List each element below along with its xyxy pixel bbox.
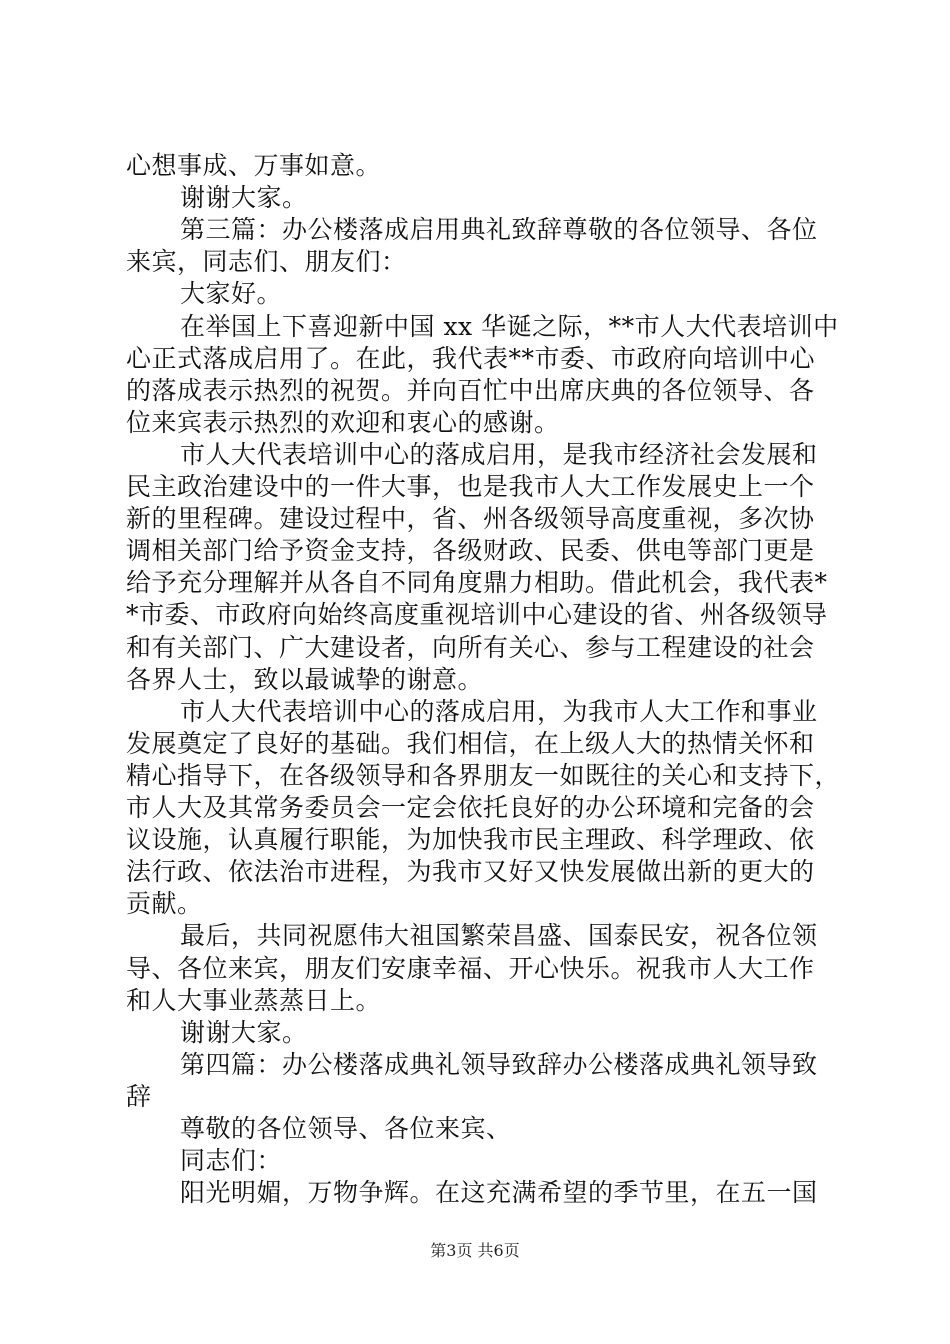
text-line: 发展奠定了良好的基础。我们相信，在上级人大的热情关怀和 — [126, 728, 815, 758]
text-line: 议设施，认真履行职能，为加快我市民主理政、科学理政、依 — [126, 825, 815, 855]
text-line: 在举国上下喜迎新中国 xx 华诞之际，**市人大代表培训中 — [180, 311, 839, 341]
text-line: 谢谢大家。 — [180, 1017, 308, 1047]
text-line: 和有关部门、广大建设者，向所有关心、参与工程建设的社会 — [126, 632, 815, 662]
text-line: 位来宾表示热烈的欢迎和衷心的感谢。 — [126, 407, 560, 437]
text-line: 导、各位来宾，朋友们安康幸福、开心快乐。祝我市人大工作 — [126, 953, 815, 983]
page-number-footer: 第3页 共6页 — [430, 1241, 520, 1260]
text-line: 来宾，同志们、朋友们： — [126, 247, 407, 277]
text-line: 市人大代表培训中心的落成启用，为我市人大工作和事业 — [180, 696, 818, 726]
text-line: 各界人士，致以最诚挚的谢意。 — [126, 664, 484, 694]
text-line: 精心指导下，在各级领导和各界朋友一如既往的关心和支持下， — [126, 760, 841, 790]
text-line: 尊敬的各位领导、各位来宾、 — [180, 1114, 512, 1143]
text-line: 大家好。 — [180, 279, 283, 309]
text-line: 阳光明媚，万物争辉。在这充满希望的季节里，在五一国 — [180, 1178, 818, 1208]
section-heading-3: 第三篇：办公楼落成启用典礼致辞尊敬的各位领导、各位 — [180, 215, 818, 245]
text-line: *市委、市政府向始终高度重视培训中心建设的省、州各级领导 — [126, 600, 828, 630]
text-line: 同志们： — [180, 1146, 283, 1176]
text-line: 最后，共同祝愿伟大祖国繁荣昌盛、国泰民安，祝各位领 — [180, 921, 818, 951]
text-line: 民主政治建设中的一件大事，也是我市人大工作发展史上一个 — [126, 472, 815, 501]
text-line: 新的里程碑。建设过程中，省、州各级领导高度重视，多次协 — [126, 504, 815, 534]
text-line: 市人大及其常务委员会一定会依托良好的办公环境和完备的会 — [126, 793, 815, 822]
text-line: 谢谢大家。 — [180, 183, 308, 213]
section-heading-4: 第四篇：办公楼落成典礼领导致辞办公楼落成典礼领导致 — [180, 1049, 818, 1079]
text-line: 和人大事业蒸蒸日上。 — [126, 985, 382, 1015]
text-line: 辞 — [126, 1081, 152, 1111]
text-line: 法行政、依法治市进程，为我市又好又快发展做出新的更大的 — [126, 857, 815, 887]
text-line: 贡献。 — [126, 889, 203, 919]
text-line: 的落成表示热烈的祝贺。并向百忙中出席庆典的各位领导、各 — [126, 375, 815, 405]
text-line: 心正式落成启用了。在此，我代表**市委、市政府向培训中心 — [126, 343, 816, 373]
text-line: 给予充分理解并从各自不同角度鼎力相助。借此机会，我代表* — [126, 568, 828, 598]
text-line: 市人大代表培训中心的落成启用，是我市经济社会发展和 — [180, 439, 818, 469]
text-line: 心想事成、万事如意。 — [126, 151, 382, 180]
text-line: 调相关部门给予资金支持，各级财政、民委、供电等部门更是 — [126, 536, 815, 566]
